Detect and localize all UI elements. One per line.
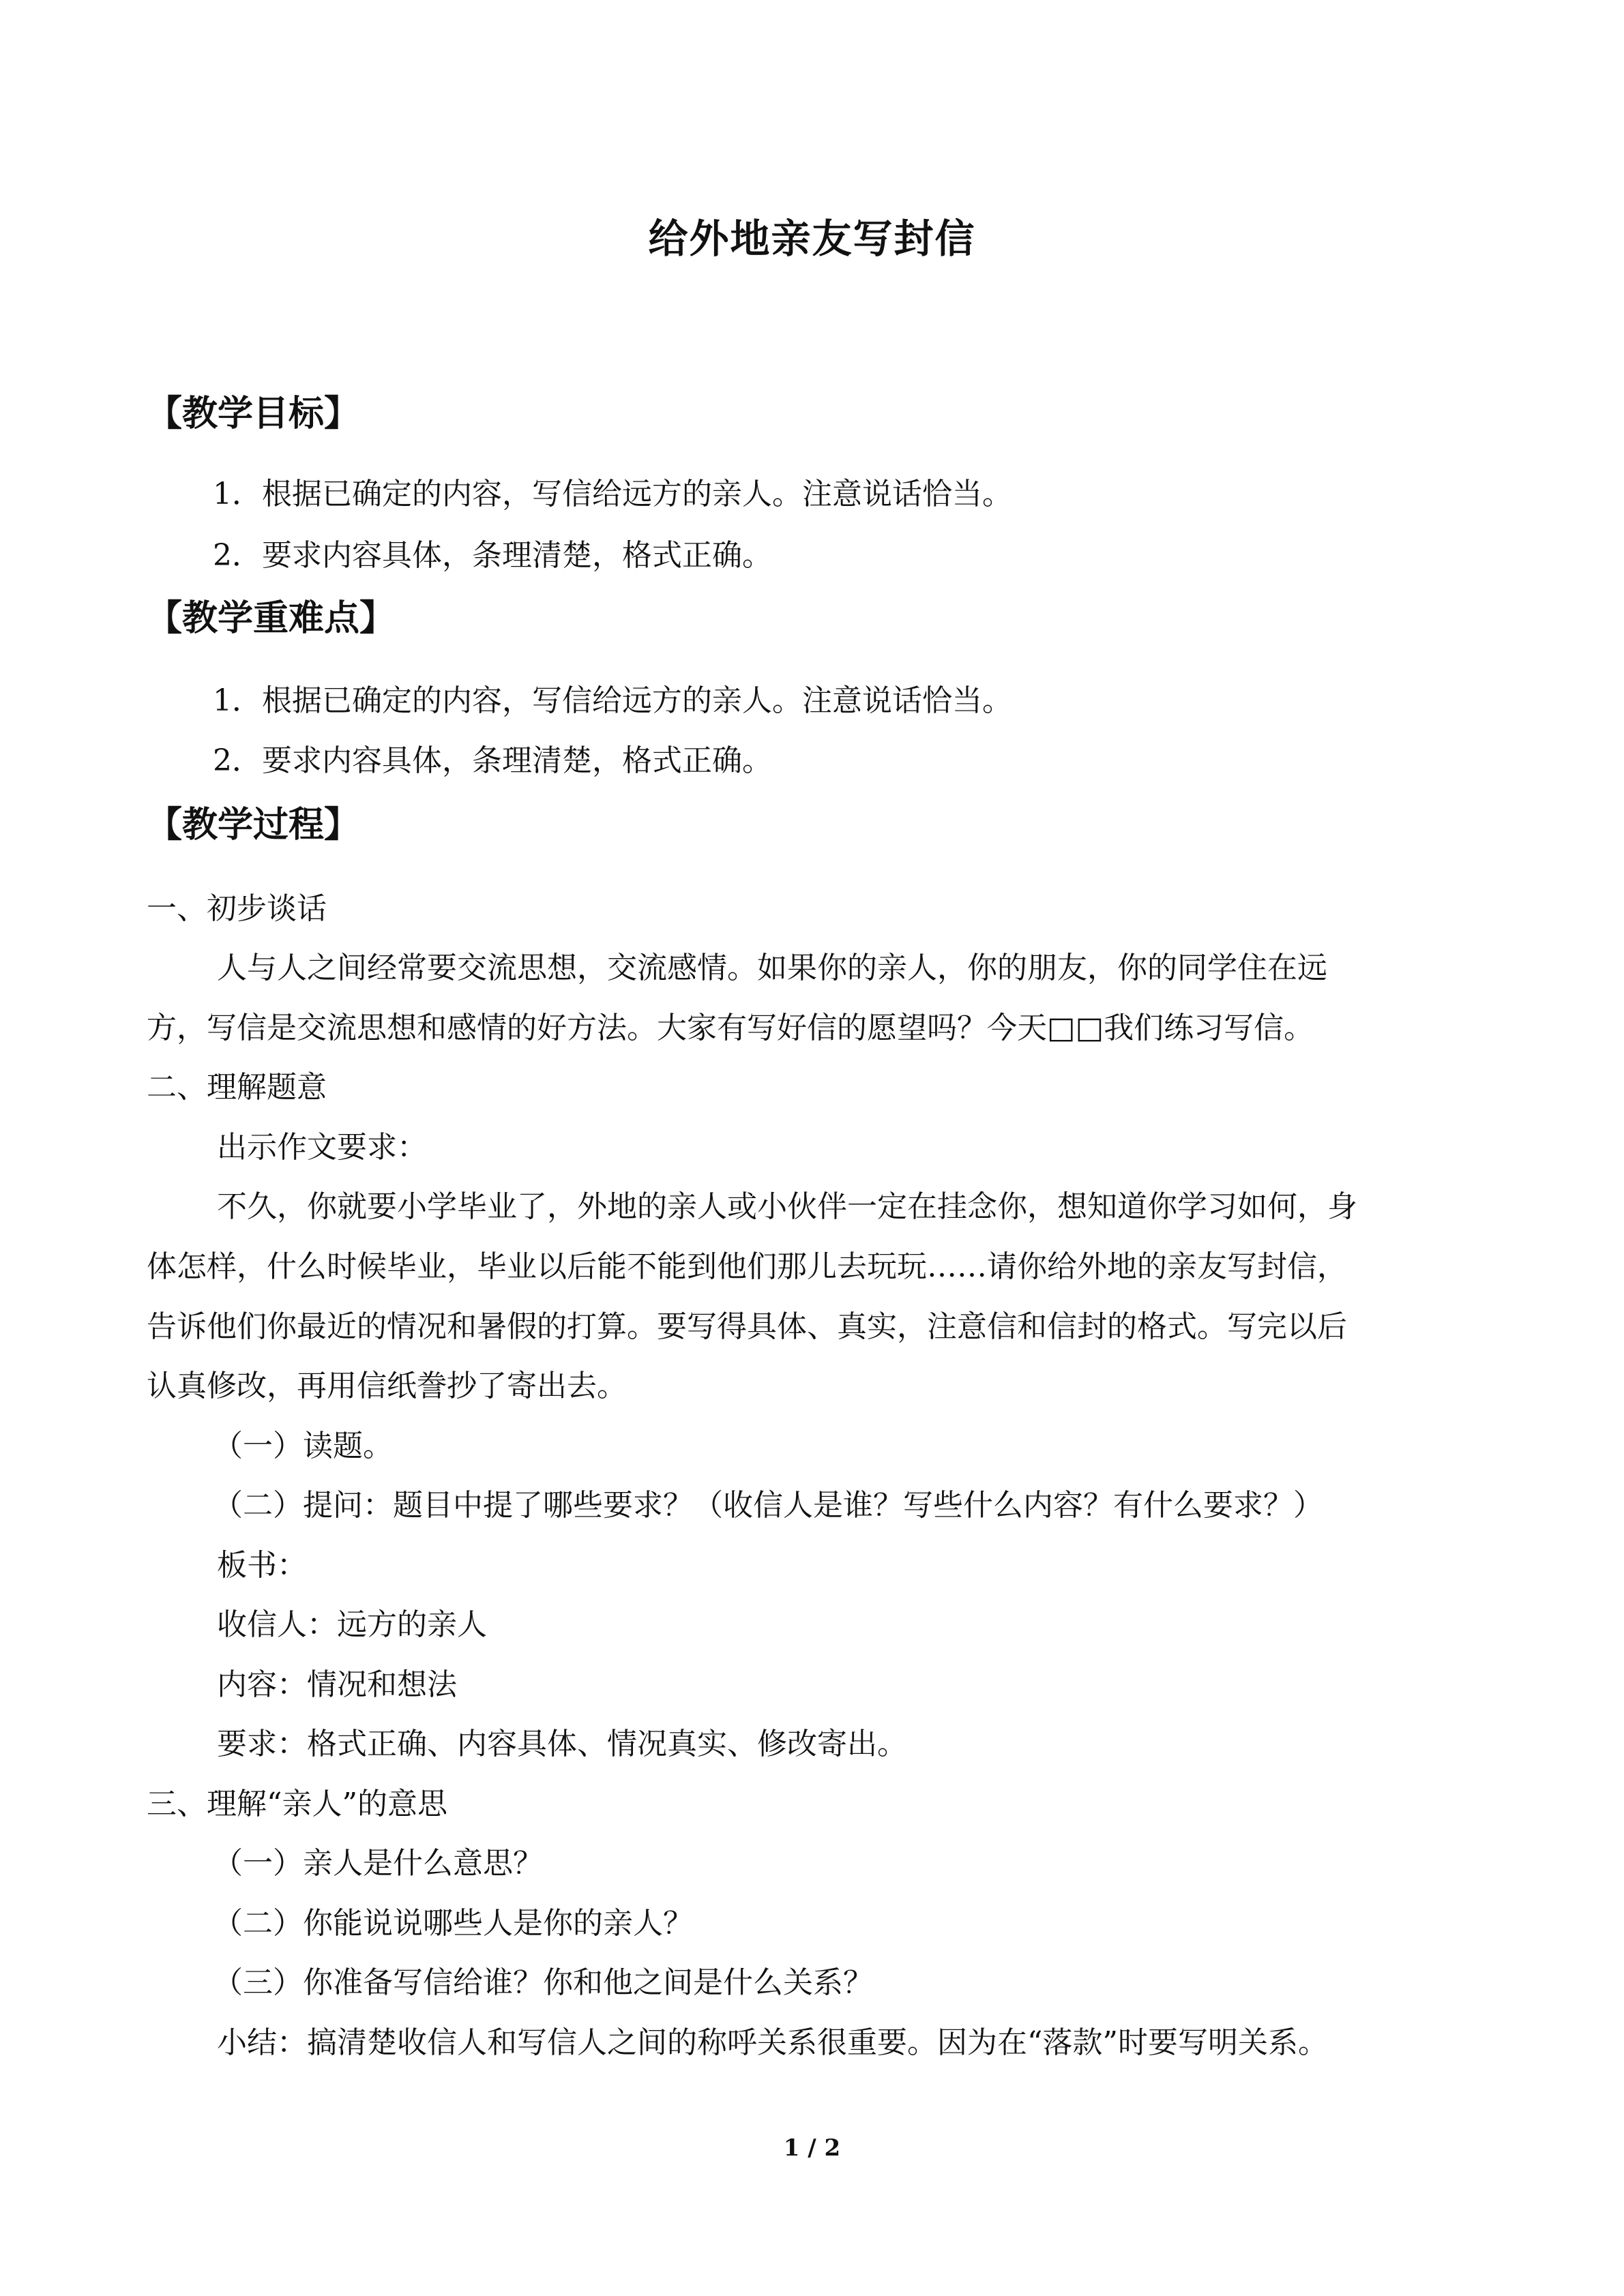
page-number: 1 / 2 [783, 2134, 841, 2162]
process-step-heading: 二、理解题意 [147, 1070, 327, 1105]
process-step-heading: 三、理解“亲人”的意思 [147, 1787, 447, 1821]
key-point-item: 1．根据已确定的内容，写信给远方的亲人。注意说话恰当。 [213, 683, 1012, 718]
section-heading-process: 【教学过程】 [147, 805, 360, 846]
paragraph-line: 体怎样，什么时候毕业，毕业以后能不能到他们那儿去玩玩……请你给外地的亲友写封信， [147, 1249, 1347, 1284]
paragraph-line: 板书： [217, 1548, 307, 1583]
paragraph-line: 告诉他们你最近的情况和暑假的打算。要写得具体、真实，注意信和信封的格式。写完以后 [147, 1309, 1347, 1344]
goal-item: 2．要求内容具体，条理清楚，格式正确。 [213, 538, 772, 573]
key-point-item: 2．要求内容具体，条理清楚，格式正确。 [213, 743, 772, 778]
process-step-heading: 一、初步谈话 [147, 891, 327, 926]
paragraph-line: 不久，你就要小学毕业了，外地的亲人或小伙伴一定在挂念你，想知道你学习如何，身 [217, 1189, 1357, 1224]
document-title: 给外地亲友写封信 [648, 215, 976, 262]
paragraph-line: 认真修改，再用信纸誊抄了寄出去。 [147, 1369, 627, 1403]
paragraph-line: （一）亲人是什么意思？ [213, 1846, 543, 1881]
paragraph-line: 内容：情况和想法 [217, 1667, 457, 1702]
paragraph-line: 方，写信是交流思想和感情的好方法。大家有写好信的愿望吗？今天□□我们练习写信。 [147, 1011, 1314, 1045]
paragraph-line: （一）读题。 [213, 1429, 393, 1463]
paragraph-line: （二）提问：题目中提了哪些要求？（收信人是谁？写些什么内容？有什么要求？） [213, 1488, 1323, 1523]
paragraph-line: 收信人：远方的亲人 [217, 1607, 487, 1642]
section-heading-goals: 【教学目标】 [147, 393, 360, 434]
section-heading-key-points: 【教学重难点】 [147, 598, 396, 639]
paragraph-line: 出示作文要求： [217, 1130, 427, 1165]
goal-item: 1．根据已确定的内容，写信给远方的亲人。注意说话恰当。 [213, 477, 1012, 511]
paragraph-line: 要求：格式正确、内容具体、情况真实、修改寄出。 [217, 1727, 907, 1761]
paragraph-line: （三）你准备写信给谁？你和他之间是什么关系？ [213, 1965, 873, 2000]
paragraph-line: 人与人之间经常要交流思想，交流感情。如果你的亲人，你的朋友，你的同学住在远 [217, 951, 1327, 985]
paragraph-line: 小结：搞清楚收信人和写信人之间的称呼关系很重要。因为在“落款”时要写明关系。 [217, 2025, 1328, 2060]
paragraph-line: （二）你能说说哪些人是你的亲人？ [213, 1906, 693, 1941]
